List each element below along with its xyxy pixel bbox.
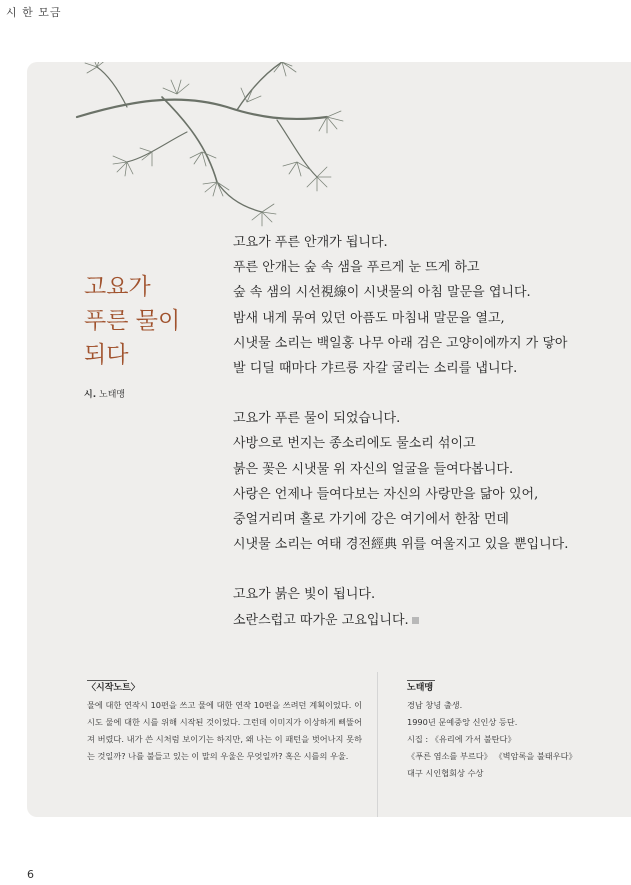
note-text: 물에 대한 연작시 10편을 쓰고 물에 대한 연작 10편을 쓰려던 계획이었다. 이 시도 물에 대한 시를 위해 시작된 것이었다. 그런데 이미지가 이상하게 삐뚤어져 버렸다. 내가 쓴 시처럼 보이기는 하지만, 왜 나는 이 패턴을 벗어나지 못하는 것일까? 나를 불들고 있는 이 말의 우울은 무엇일까? 혹은 시를의 우울.	[87, 700, 362, 761]
poem-body	[233, 230, 568, 658]
bio-line: 시집 : 《유리에 가서 불탄다》	[407, 734, 516, 744]
poem-line: 밤새 내게 묶여 있던 아픔도 마침내 말문을 열고,	[233, 310, 505, 326]
poem-line: 숲 속 샘의 시선視線이 시냇물의 아침 말문을 엽니다.	[233, 285, 531, 301]
bio-rule	[407, 680, 435, 681]
column-divider	[377, 672, 378, 817]
poem-title-line: 고요가	[84, 274, 151, 300]
poem-line	[233, 608, 568, 633]
author-bio	[407, 680, 627, 782]
pine-branch-illustration	[67, 62, 367, 232]
bio-name: 노태맹	[407, 683, 434, 693]
poem-line: 시냇물 소리는 여태 경전經典 위를 여울지고 있을 뿐입니다.	[233, 537, 569, 553]
poem-stanza	[233, 582, 568, 632]
poem-line: 고요가 푸른 물이 되었습니다.	[233, 411, 401, 427]
poem-line: 시냇물 소리는 백일홍 나무 아래 검은 고양이에까지 가 닿아	[233, 335, 568, 351]
poem-title-line: 푸른 물이	[84, 308, 181, 334]
section-header: 시 한 모금	[6, 6, 62, 19]
poem-line: 중얼거리며 홀로 가기에 강은 여기에서 한참 먼데	[233, 512, 509, 528]
page-number: 6	[27, 868, 34, 881]
poem-line: 사방으로 번지는 종소리에도 물소리 섞이고	[233, 436, 476, 452]
poem-line-text: 소란스럽고 따가운 고요입니다.	[233, 612, 409, 628]
end-mark-icon	[412, 617, 419, 624]
poem-line: 붉은 꽃은 시냇물 위 자신의 얼굴을 들여다봅니다.	[233, 461, 514, 477]
poem-line: 푸른 안개는 숲 속 샘을 푸르게 눈 뜨게 하고	[233, 260, 480, 276]
poem-title-line: 되다	[84, 342, 129, 368]
author-note	[87, 680, 362, 765]
author-prefix: 시.	[84, 390, 97, 400]
poem-line: 사랑은 언제나 들여다보는 자신의 사랑만을 닮아 있어,	[233, 486, 539, 502]
poem-line: 고요가 푸른 안개가 됩니다.	[233, 235, 388, 250]
poem-stanza	[233, 230, 568, 381]
bio-line: 경남 창녕 출생.	[407, 700, 463, 710]
note-rule	[87, 680, 127, 681]
bio-line: 《푸른 염소를 부르다》 《벽암록을 불태우다》	[407, 751, 577, 761]
author-byline	[84, 387, 125, 400]
author-name: 노태맹	[99, 390, 126, 400]
bio-line: 1990년 문예중앙 신인상 등단.	[407, 717, 518, 727]
poem-stanza	[233, 406, 568, 557]
bio-line: 대구 시인협회상 수상	[407, 768, 484, 778]
poem-line: 고요가 붉은 빛이 됩니다.	[233, 587, 376, 603]
poem-card	[27, 62, 631, 817]
poem-title	[84, 270, 180, 372]
note-label: 〈시작노트〉	[87, 683, 140, 693]
poem-line: 발 디딜 때마다 갸르릉 자갈 굴리는 소리를 냅니다.	[233, 361, 518, 377]
